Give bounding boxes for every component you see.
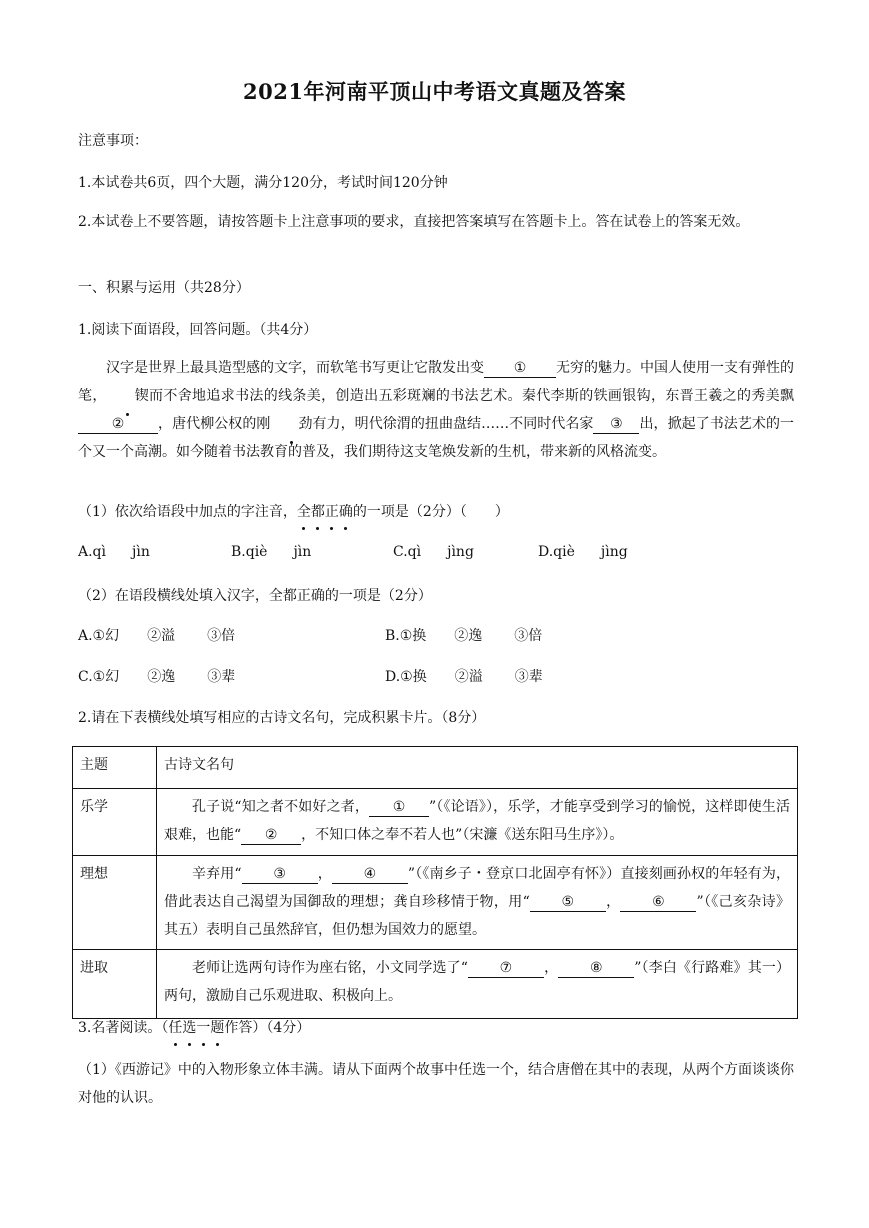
card-blank-8: ⑧ [558,959,634,978]
table-header-row [73,747,798,789]
passage-text: 而不舍地追求书法的线条美，创造出五彩斑斓的书法艺术。秦代李斯的铁画银钩，东晋王羲之的秀美飘 [148,388,795,404]
passage-text: ，唐代柳公权的刚 [158,416,271,432]
option-b: B.qiè jìn [231,544,312,560]
sub-question-2: （2）在语段横线处填入汉字，全都正确的一项是（2分） [78,588,432,604]
quote-cell: 老师让选两句诗作为座右铭，小文同学选了“ ⑦ ， ⑧ ”（李白《行路难》其一）两句，激励自己乐观进取、积极向上。 [157,950,798,1019]
notice-item-1: 1.本试卷共6页，四个大题，满分120分，考试时间120分钟 [78,175,448,191]
card-blank-2: ② [241,826,301,845]
question-3-sub-1: （1）《西游记》中的入物形象立体丰满。请从下面两个故事中任选一个，结合唐僧在其中的表现，从两个方面谈谈你对他的认识。 [78,1062,794,1106]
notice-item-2: 2.本试卷上不要答题，请按答题卡上注意事项的要求，直接把答案填写在答题卡上。答在试卷上的答案无效。 [78,214,750,230]
option-c: C.qì jìng [393,544,474,560]
table-header-cell: 主题 [73,747,157,789]
option-a: A.①幻 ②溢 ③倍 [78,628,236,644]
dotted-char: 选 [182,1016,196,1040]
card-blank-3: ③ [242,865,318,884]
dotted-char: 全 [297,500,311,524]
notice-heading: 注意事项： [78,133,148,149]
card-blank-7: ⑦ [468,959,544,978]
dotted-char: 一 [196,1016,210,1040]
passage-text: 无穷的魅力。中国人使用一支有弹性的笔， [78,360,794,404]
passage-blank-1: ① [484,359,556,378]
dotted-char: 题 [210,1016,224,1040]
dotted-char: 劲 [270,410,312,438]
passage-text: 有力，明代徐渭的扭曲盘结……不同时代名家 [312,416,594,432]
quote-cell: 辛弃用“ ③ ， ④ ”（《南乡子・登京口北固亭有怀》）直接刻画孙权的年轻有为，借此表达自己渴望为国御敌的理想；龚自珍移情于物，用“ ⑤ ， ⑥ ”（《己亥杂诗》其五）表明自己虽然辞官，但仍想为国效力的愿望。 [157,856,798,950]
option-d: D.①换 ②溢 ③辈 [385,669,543,685]
table-header-cell: 古诗文名句 [157,747,798,789]
section-heading: 一、积累与运用（共28分） [78,280,250,296]
option-c: C.①幻 ②逸 ③辈 [78,669,236,685]
theme-cell: 理想 [73,856,157,950]
accumulation-card-table [72,746,798,1019]
option-d: D.qiè jìng [538,544,628,560]
table-row [73,856,798,950]
dotted-char: 确 [339,500,353,524]
question-2-prompt: 2.请在下表横线处填写相应的古诗文名句，完成积累卡片。（8分） [78,710,486,726]
theme-cell: 乐学 [73,789,157,856]
table-row [73,950,798,1019]
question-1-prompt: 1.阅读下面语段，回答问题。（共4分） [78,322,318,338]
passage-blank-2: ② [78,415,158,434]
sub-question-1 [78,500,793,524]
sub-question-text: （1）依次给语段中加点的字注音， [78,504,297,520]
dotted-char: 锲 [107,382,149,410]
table-row [73,789,798,856]
dotted-char: 正 [325,500,339,524]
document-title: 2021年河南平顶山中考语文真题及答案 [243,79,626,104]
card-blank-1: ① [369,798,429,817]
passage-blank-3: ③ [593,415,639,434]
dotted-char: 任 [168,1016,182,1040]
sub-question-text: 的一项是（2分）（ ） [352,504,509,520]
passage-text: 汉字是世界上最具造型感的文字，而软笔书写更让它散发出变 [106,360,484,376]
reading-passage [78,354,794,466]
card-blank-5: ⑤ [530,893,606,912]
card-blank-6: ⑥ [620,893,696,912]
option-b: B.①换 ②逸 ③倍 [385,628,543,644]
option-a: A.qì jìn [78,544,150,560]
question-3-prompt: 3.名著阅读。（任选一题作答）（4分） [78,1016,793,1040]
card-blank-4: ④ [332,865,408,884]
passage-text: 出，掀起了书法艺术的一个又一个高潮。如今随着书法教育的普及，我们期待这支笔焕发新的生机，带来新的风格流变。 [78,416,795,460]
quote-cell: 孔子说“知之者不如好之者， ① ”（《论语》），乐学，才能享受到学习的愉悦，这样即使生活艰难，也能“ ② ，不知口体之奉不若人也”（宋濂《送东阳马生序》）。 [157,789,798,856]
theme-cell: 进取 [73,950,157,1019]
dotted-char: 都 [311,500,325,524]
